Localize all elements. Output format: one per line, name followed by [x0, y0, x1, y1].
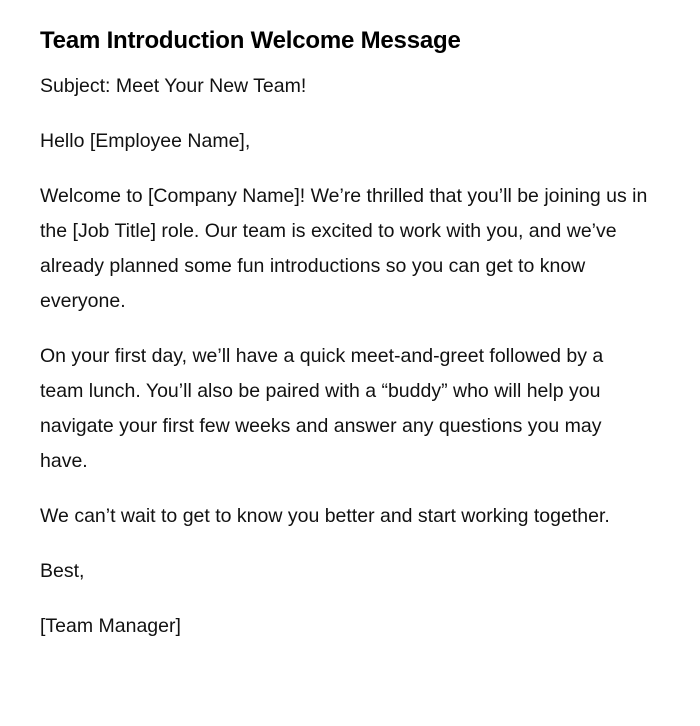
sign-off: Best,	[40, 560, 85, 582]
first-day-paragraph: On your first day, we’ll have a quick meet-and-greet followed by a team lunch. You’ll also be paired with a “buddy” who will help you navigate your first few weeks and answer any questions you may have.	[40, 345, 604, 472]
welcome-paragraph: Welcome to [Company Name]! We’re thrilled that you’ll be joining us in the [Job Title] role. Our team is excited to work with you, and we’ve already planned some fun introductions so you can get to know everyone.	[40, 185, 648, 312]
document-title: Team Introduction Welcome Message	[40, 27, 461, 54]
closing-paragraph: We can’t wait to get to know you better and start working together.	[40, 505, 610, 527]
email-subject: Subject: Meet Your New Team!	[40, 75, 307, 97]
signature: [Team Manager]	[40, 615, 181, 637]
greeting: Hello [Employee Name],	[40, 130, 251, 152]
